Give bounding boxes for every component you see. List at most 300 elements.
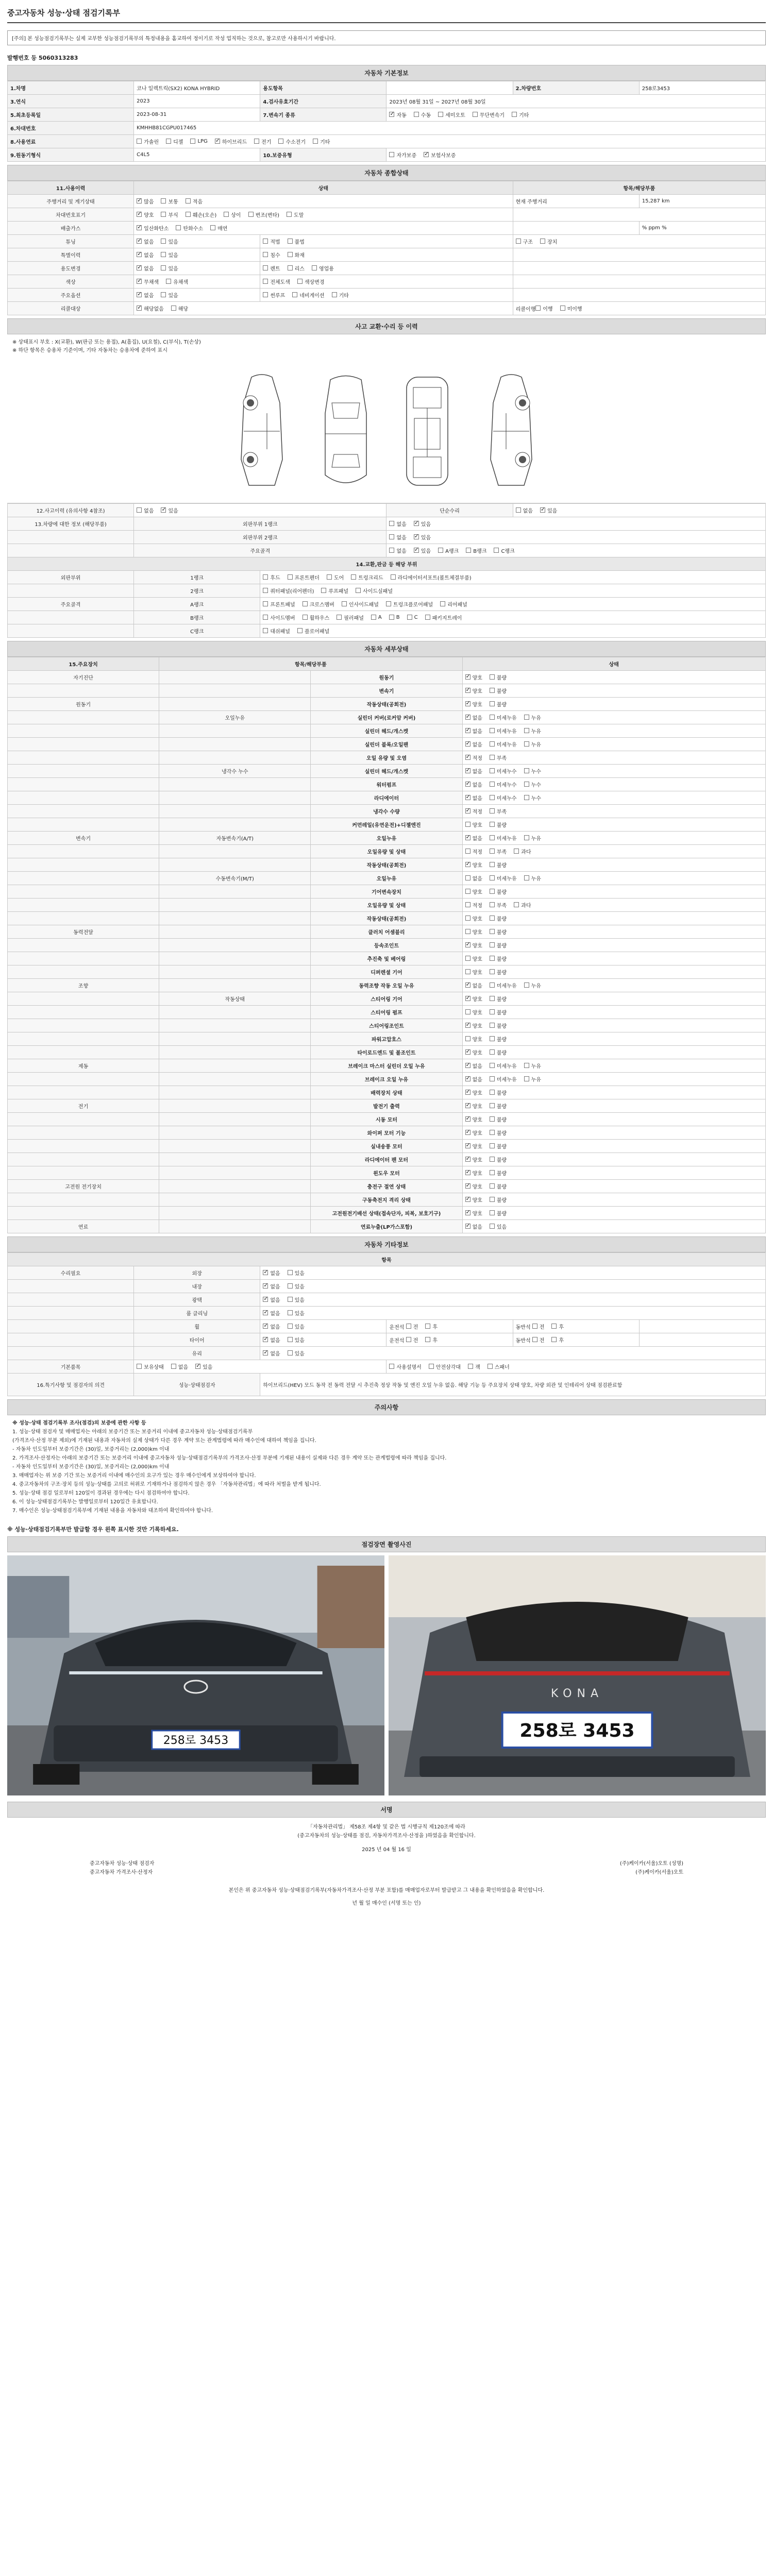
checkbox[interactable] (186, 198, 191, 204)
checkbox[interactable] (186, 212, 191, 217)
checkbox[interactable] (263, 1270, 268, 1275)
checkbox-option[interactable] (288, 1336, 305, 1344)
checkbox-option[interactable] (303, 600, 334, 608)
checkbox-option[interactable] (137, 238, 154, 245)
checkbox[interactable] (490, 808, 495, 814)
checkbox[interactable] (424, 152, 429, 157)
checkbox-option[interactable] (321, 587, 348, 595)
checkbox-option[interactable] (490, 1062, 517, 1070)
checkbox-option[interactable] (389, 151, 416, 159)
checkbox-option[interactable] (351, 573, 383, 581)
checkbox[interactable] (137, 252, 142, 257)
checkbox[interactable] (465, 1063, 470, 1068)
checkbox-option[interactable] (490, 888, 507, 895)
checkbox[interactable] (514, 902, 519, 907)
checkbox[interactable] (490, 1197, 495, 1202)
checkbox-option[interactable] (465, 861, 482, 869)
checkbox-option[interactable] (490, 1196, 507, 1204)
checkbox[interactable] (551, 1324, 557, 1329)
checkbox[interactable] (263, 588, 268, 593)
checkbox-option[interactable] (473, 111, 505, 118)
checkbox[interactable] (351, 574, 356, 580)
checkbox-option[interactable] (514, 901, 531, 909)
checkbox[interactable] (490, 996, 495, 1001)
checkbox-option[interactable] (176, 224, 203, 232)
checkbox[interactable] (166, 279, 171, 284)
checkbox-option[interactable] (288, 264, 305, 272)
checkbox[interactable] (312, 265, 317, 270)
checkbox-option[interactable] (490, 767, 517, 775)
checkbox[interactable] (465, 969, 470, 974)
checkbox[interactable] (516, 507, 521, 513)
checkbox[interactable] (465, 688, 470, 693)
checkbox[interactable] (389, 152, 394, 157)
checkbox-option[interactable] (263, 600, 295, 608)
checkbox[interactable] (321, 588, 326, 593)
checkbox[interactable] (414, 548, 419, 553)
checkbox-option[interactable] (494, 547, 514, 554)
checkbox-option[interactable] (263, 614, 295, 621)
checkbox-option[interactable] (490, 714, 517, 721)
checkbox-option[interactable] (210, 224, 227, 232)
checkbox-option[interactable] (540, 238, 557, 245)
checkbox[interactable] (288, 252, 293, 257)
checkbox-option[interactable] (263, 291, 285, 299)
checkbox[interactable] (490, 849, 495, 854)
checkbox-option[interactable] (465, 1209, 482, 1217)
checkbox-option[interactable] (490, 1209, 507, 1217)
checkbox[interactable] (176, 225, 181, 230)
checkbox[interactable] (524, 835, 529, 840)
checkbox[interactable] (195, 1364, 200, 1369)
checkbox[interactable] (137, 292, 142, 297)
checkbox[interactable] (263, 601, 268, 606)
checkbox-option[interactable] (288, 1282, 305, 1290)
checkbox-option[interactable] (514, 848, 531, 855)
checkbox-option[interactable] (263, 1349, 280, 1357)
checkbox[interactable] (490, 701, 495, 706)
checkbox-option[interactable] (263, 573, 280, 581)
checkbox[interactable] (490, 969, 495, 974)
checkbox[interactable] (516, 239, 521, 244)
checkbox-option[interactable] (490, 781, 517, 788)
checkbox-option[interactable] (414, 111, 431, 118)
checkbox-option[interactable] (438, 547, 459, 554)
checkbox[interactable] (313, 139, 318, 144)
checkbox[interactable] (288, 239, 293, 244)
checkbox[interactable] (292, 292, 297, 297)
checkbox-option[interactable] (263, 1296, 280, 1303)
checkbox-option[interactable] (263, 1323, 280, 1330)
checkbox-option[interactable] (414, 533, 431, 541)
checkbox-option[interactable] (389, 615, 400, 620)
checkbox-option[interactable] (389, 533, 406, 541)
checkbox-option[interactable] (465, 754, 482, 761)
checkbox-option[interactable] (263, 1269, 280, 1277)
checkbox-option[interactable] (465, 1223, 482, 1230)
checkbox[interactable] (263, 1283, 268, 1289)
checkbox[interactable] (465, 1130, 470, 1135)
checkbox[interactable] (490, 1023, 495, 1028)
checkbox-option[interactable] (490, 740, 517, 748)
checkbox[interactable] (337, 615, 342, 620)
checkbox[interactable] (465, 1036, 470, 1041)
checkbox-option[interactable] (288, 1309, 305, 1317)
checkbox[interactable] (514, 849, 519, 854)
checkbox[interactable] (137, 239, 142, 244)
checkbox-option[interactable] (524, 740, 541, 748)
checkbox[interactable] (465, 1197, 470, 1202)
checkbox-option[interactable] (327, 573, 344, 581)
checkbox-option[interactable] (490, 687, 507, 694)
checkbox-option[interactable] (465, 968, 482, 976)
checkbox-option[interactable] (137, 264, 154, 272)
checkbox[interactable] (288, 574, 293, 580)
checkbox-option[interactable] (389, 1363, 421, 1370)
checkbox[interactable] (371, 615, 376, 620)
checkbox[interactable] (551, 1337, 557, 1342)
checkbox-option[interactable] (524, 1062, 541, 1070)
checkbox-option[interactable] (263, 264, 280, 272)
checkbox[interactable] (524, 768, 529, 773)
checkbox-option[interactable] (465, 1182, 482, 1190)
checkbox-option[interactable] (292, 291, 324, 299)
checkbox-option[interactable] (490, 1156, 507, 1163)
checkbox-option[interactable] (465, 740, 482, 748)
checkbox-option[interactable] (466, 547, 486, 554)
checkbox-option[interactable] (512, 111, 529, 118)
checkbox[interactable] (465, 715, 470, 720)
checkbox-option[interactable] (540, 506, 557, 514)
checkbox-option[interactable] (166, 138, 183, 145)
checkbox[interactable] (263, 1350, 268, 1355)
checkbox-option[interactable] (137, 138, 159, 145)
checkbox[interactable] (490, 1076, 495, 1081)
checkbox-option[interactable] (490, 1075, 517, 1083)
checkbox-option[interactable] (465, 700, 482, 708)
checkbox-option[interactable] (490, 754, 507, 761)
checkbox-option[interactable] (465, 673, 482, 681)
checkbox-option[interactable] (551, 1336, 564, 1344)
checkbox-option[interactable] (465, 781, 482, 788)
checkbox-option[interactable] (490, 1102, 507, 1110)
checkbox[interactable] (560, 306, 565, 311)
checkbox-option[interactable] (490, 1035, 507, 1043)
checkbox[interactable] (532, 1324, 537, 1329)
checkbox[interactable] (389, 521, 394, 526)
checkbox[interactable] (488, 1364, 493, 1369)
checkbox[interactable] (524, 875, 529, 880)
checkbox[interactable] (465, 1023, 470, 1028)
checkbox-option[interactable] (524, 794, 541, 802)
checkbox-option[interactable] (425, 1323, 438, 1330)
checkbox[interactable] (490, 1143, 495, 1148)
checkbox[interactable] (490, 916, 495, 921)
checkbox[interactable] (490, 875, 495, 880)
checkbox-option[interactable] (524, 714, 541, 721)
checkbox[interactable] (215, 139, 220, 144)
checkbox[interactable] (490, 902, 495, 907)
checkbox-option[interactable] (263, 238, 280, 245)
checkbox[interactable] (524, 782, 529, 787)
checkbox[interactable] (425, 615, 430, 620)
checkbox[interactable] (535, 306, 541, 311)
checkbox-option[interactable] (263, 627, 290, 635)
checkbox[interactable] (490, 835, 495, 840)
checkbox[interactable] (161, 507, 166, 513)
checkbox[interactable] (490, 1103, 495, 1108)
checkbox[interactable] (440, 601, 445, 606)
checkbox[interactable] (297, 628, 303, 633)
checkbox-option[interactable] (516, 238, 533, 245)
checkbox[interactable] (438, 112, 443, 117)
checkbox[interactable] (524, 1063, 529, 1068)
checkbox-option[interactable] (490, 874, 517, 882)
checkbox[interactable] (190, 139, 195, 144)
checkbox[interactable] (389, 615, 394, 620)
checkbox-option[interactable] (263, 1336, 280, 1344)
checkbox[interactable] (466, 548, 471, 553)
checkbox[interactable] (166, 139, 171, 144)
checkbox[interactable] (524, 741, 529, 747)
checkbox[interactable] (512, 112, 517, 117)
checkbox-option[interactable] (490, 821, 507, 828)
checkbox[interactable] (171, 1364, 176, 1369)
checkbox[interactable] (263, 1297, 268, 1302)
checkbox[interactable] (494, 548, 499, 553)
checkbox[interactable] (465, 795, 470, 800)
checkbox[interactable] (490, 1130, 495, 1135)
checkbox[interactable] (465, 741, 470, 747)
checkbox[interactable] (161, 212, 166, 217)
checkbox-option[interactable] (490, 794, 517, 802)
checkbox[interactable] (540, 239, 545, 244)
checkbox[interactable] (490, 822, 495, 827)
checkbox-option[interactable] (465, 727, 482, 735)
checkbox[interactable] (406, 1324, 411, 1329)
checkbox-option[interactable] (224, 211, 241, 218)
checkbox[interactable] (465, 942, 470, 947)
checkbox[interactable] (414, 112, 419, 117)
checkbox[interactable] (465, 782, 470, 787)
checkbox-option[interactable] (490, 848, 507, 855)
checkbox-option[interactable] (263, 587, 314, 595)
checkbox[interactable] (465, 808, 470, 814)
checkbox-option[interactable] (490, 700, 507, 708)
checkbox-option[interactable] (389, 111, 406, 118)
checkbox[interactable] (263, 628, 268, 633)
checkbox-option[interactable] (490, 1008, 507, 1016)
checkbox-option[interactable] (465, 1062, 482, 1070)
checkbox[interactable] (137, 306, 142, 311)
checkbox-option[interactable] (465, 767, 482, 775)
checkbox-option[interactable] (288, 238, 305, 245)
checkbox[interactable] (342, 601, 347, 606)
checkbox-option[interactable] (490, 861, 507, 869)
checkbox-option[interactable] (137, 251, 154, 259)
checkbox[interactable] (490, 982, 495, 988)
checkbox[interactable] (465, 674, 470, 680)
checkbox-option[interactable] (465, 1169, 482, 1177)
checkbox-option[interactable] (488, 1363, 510, 1370)
checkbox[interactable] (465, 1076, 470, 1081)
checkbox-option[interactable] (465, 1089, 482, 1096)
checkbox-option[interactable] (490, 673, 507, 681)
checkbox-option[interactable] (288, 1269, 305, 1277)
checkbox[interactable] (465, 755, 470, 760)
checkbox-option[interactable] (137, 278, 159, 285)
checkbox-option[interactable] (532, 1336, 545, 1344)
checkbox-option[interactable] (524, 1075, 541, 1083)
checkbox[interactable] (288, 265, 293, 270)
checkbox[interactable] (524, 728, 529, 733)
checkbox-option[interactable] (535, 304, 552, 312)
checkbox-option[interactable] (490, 901, 507, 909)
checkbox-option[interactable] (171, 304, 188, 312)
checkbox-option[interactable] (287, 211, 304, 218)
checkbox-option[interactable] (288, 1323, 305, 1330)
checkbox[interactable] (490, 715, 495, 720)
checkbox[interactable] (490, 795, 495, 800)
checkbox[interactable] (288, 1350, 293, 1355)
checkbox-option[interactable] (465, 1102, 482, 1110)
checkbox[interactable] (465, 1116, 470, 1122)
checkbox-option[interactable] (465, 1196, 482, 1204)
checkbox[interactable] (524, 1076, 529, 1081)
checkbox[interactable] (490, 889, 495, 894)
checkbox[interactable] (263, 1337, 268, 1342)
checkbox-option[interactable] (288, 1296, 305, 1303)
checkbox[interactable] (465, 1049, 470, 1055)
checkbox-option[interactable] (490, 928, 507, 936)
checkbox[interactable] (465, 768, 470, 773)
checkbox-option[interactable] (465, 995, 482, 1003)
checkbox[interactable] (490, 1063, 495, 1068)
checkbox[interactable] (490, 1116, 495, 1122)
checkbox[interactable] (465, 889, 470, 894)
checkbox[interactable] (465, 849, 470, 854)
checkbox[interactable] (465, 701, 470, 706)
checkbox-option[interactable] (490, 1048, 507, 1056)
checkbox-option[interactable] (524, 981, 541, 989)
checkbox-option[interactable] (161, 197, 178, 205)
checkbox-option[interactable] (465, 1156, 482, 1163)
checkbox[interactable] (490, 741, 495, 747)
checkbox[interactable] (171, 306, 176, 311)
checkbox[interactable] (465, 835, 470, 840)
checkbox-option[interactable] (389, 520, 406, 528)
checkbox[interactable] (414, 521, 419, 526)
checkbox-option[interactable] (465, 714, 482, 721)
checkbox-option[interactable] (465, 901, 482, 909)
checkbox[interactable] (406, 1337, 411, 1342)
checkbox-option[interactable] (137, 506, 154, 514)
checkbox[interactable] (137, 507, 142, 513)
checkbox-option[interactable] (465, 794, 482, 802)
checkbox-option[interactable] (465, 941, 482, 949)
checkbox[interactable] (465, 1103, 470, 1108)
checkbox[interactable] (490, 768, 495, 773)
checkbox-option[interactable] (186, 211, 216, 218)
checkbox-option[interactable] (490, 1115, 507, 1123)
checkbox[interactable] (532, 1337, 537, 1342)
checkbox-option[interactable] (137, 224, 169, 232)
checkbox[interactable] (490, 1049, 495, 1055)
checkbox-option[interactable] (161, 264, 178, 272)
checkbox-option[interactable] (288, 573, 320, 581)
checkbox[interactable] (161, 239, 166, 244)
checkbox-option[interactable] (137, 197, 154, 205)
checkbox[interactable] (137, 279, 142, 284)
checkbox[interactable] (465, 956, 470, 961)
checkbox[interactable] (425, 1324, 430, 1329)
checkbox-option[interactable] (465, 834, 482, 842)
checkbox-option[interactable] (465, 1008, 482, 1016)
checkbox[interactable] (490, 1183, 495, 1189)
checkbox-option[interactable] (465, 1048, 482, 1056)
checkbox-option[interactable] (161, 211, 178, 218)
checkbox[interactable] (389, 1364, 394, 1369)
checkbox-option[interactable] (465, 1035, 482, 1043)
checkbox-option[interactable] (465, 928, 482, 936)
checkbox-option[interactable] (465, 981, 482, 989)
checkbox[interactable] (391, 574, 396, 580)
checkbox-option[interactable] (465, 874, 482, 882)
checkbox[interactable] (137, 139, 142, 144)
checkbox-option[interactable] (137, 1363, 164, 1370)
checkbox[interactable] (288, 1310, 293, 1315)
checkbox[interactable] (263, 615, 268, 620)
checkbox-option[interactable] (406, 1336, 418, 1344)
checkbox-option[interactable] (248, 211, 279, 218)
checkbox[interactable] (465, 1210, 470, 1215)
checkbox[interactable] (161, 265, 166, 270)
checkbox-option[interactable] (313, 138, 330, 145)
checkbox[interactable] (288, 1283, 293, 1289)
checkbox-option[interactable] (490, 834, 517, 842)
checkbox[interactable] (473, 112, 478, 117)
checkbox-option[interactable] (465, 955, 482, 962)
checkbox-option[interactable] (312, 264, 334, 272)
checkbox[interactable] (465, 916, 470, 921)
checkbox[interactable] (465, 875, 470, 880)
checkbox-option[interactable] (425, 1336, 438, 1344)
checkbox[interactable] (465, 1157, 470, 1162)
checkbox-option[interactable] (465, 914, 482, 922)
checkbox[interactable] (465, 1143, 470, 1148)
checkbox-option[interactable] (425, 614, 462, 621)
checkbox-option[interactable] (171, 1363, 188, 1370)
checkbox-option[interactable] (490, 955, 507, 962)
checkbox[interactable] (540, 507, 545, 513)
checkbox-option[interactable] (490, 727, 517, 735)
checkbox-option[interactable] (490, 968, 507, 976)
checkbox[interactable] (465, 902, 470, 907)
checkbox-option[interactable] (490, 807, 507, 815)
checkbox-option[interactable] (465, 1142, 482, 1150)
checkbox[interactable] (356, 588, 361, 593)
checkbox[interactable] (263, 1310, 268, 1315)
checkbox[interactable] (161, 292, 166, 297)
checkbox[interactable] (263, 1324, 268, 1329)
checkbox[interactable] (465, 929, 470, 934)
checkbox[interactable] (490, 1090, 495, 1095)
checkbox[interactable] (468, 1364, 473, 1369)
checkbox[interactable] (263, 574, 268, 580)
checkbox-option[interactable] (161, 291, 178, 299)
checkbox-option[interactable] (465, 1115, 482, 1123)
checkbox[interactable] (490, 782, 495, 787)
